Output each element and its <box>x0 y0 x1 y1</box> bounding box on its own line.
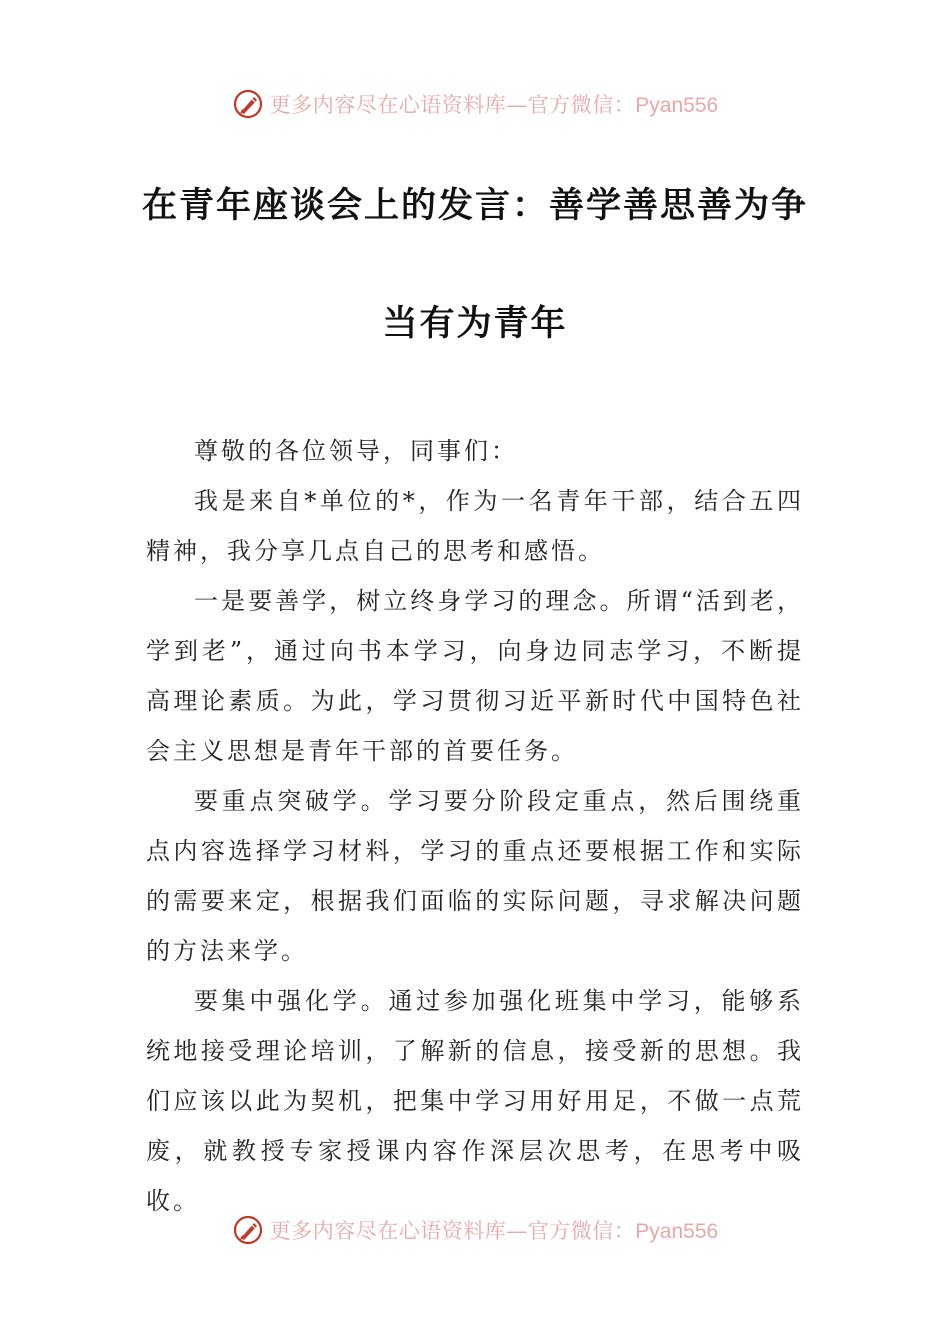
banner-text: 更多内容尽在心语资料库—官方微信：Pyan556 <box>269 93 719 117</box>
header-banner <box>0 82 950 126</box>
paragraph-point-one: 一是要善学，树立终身学习的理念。所谓“活到老，学到老”，通过向书本学习，向身边同志学习，不断提高理论素质。为此，学习贯彻习近平新时代中国特色社会主义思想是青年干部的首要任务。 <box>146 587 804 765</box>
paragraph-focus-study: 要重点突破学。学习要分阶段定重点，然后围绕重点内容选择学习材料，学习的重点还要根据工作和实际的需要来定，根据我们面临的实际问题，寻求解决问题的方法来学。 <box>146 787 804 965</box>
quill-pen-icon <box>232 88 264 120</box>
quill-pen-icon <box>232 1214 264 1246</box>
document-title-line-1: 在青年座谈会上的发言：善学善思善为争 <box>141 186 808 226</box>
banner-text: 更多内容尽在心语资料库—官方微信：Pyan556 <box>269 1219 719 1243</box>
wechat-handle: Pyan556 <box>635 94 719 117</box>
document-body <box>146 426 804 1226</box>
paragraph-intensive-study: 要集中强化学。通过参加强化班集中学习，能够系统地接受理论培训，了解新的信息，接受新的思想。我们应该以此为契机，把集中学习用好用足，不做一点荒废，就教授专家授课内容作深层次思考，在思考中吸收。 <box>146 987 804 1215</box>
document-title-line-2: 当有为青年 <box>382 304 568 344</box>
paragraph-intro: 我是来自*单位的*，作为一名青年干部，结合五四精神，我分享几点自己的思考和感悟。 <box>146 487 804 565</box>
wechat-handle: Pyan556 <box>635 1220 719 1243</box>
footer-banner <box>0 1208 950 1252</box>
paragraph-salutation: 尊敬的各位领导，同事们： <box>194 437 518 465</box>
